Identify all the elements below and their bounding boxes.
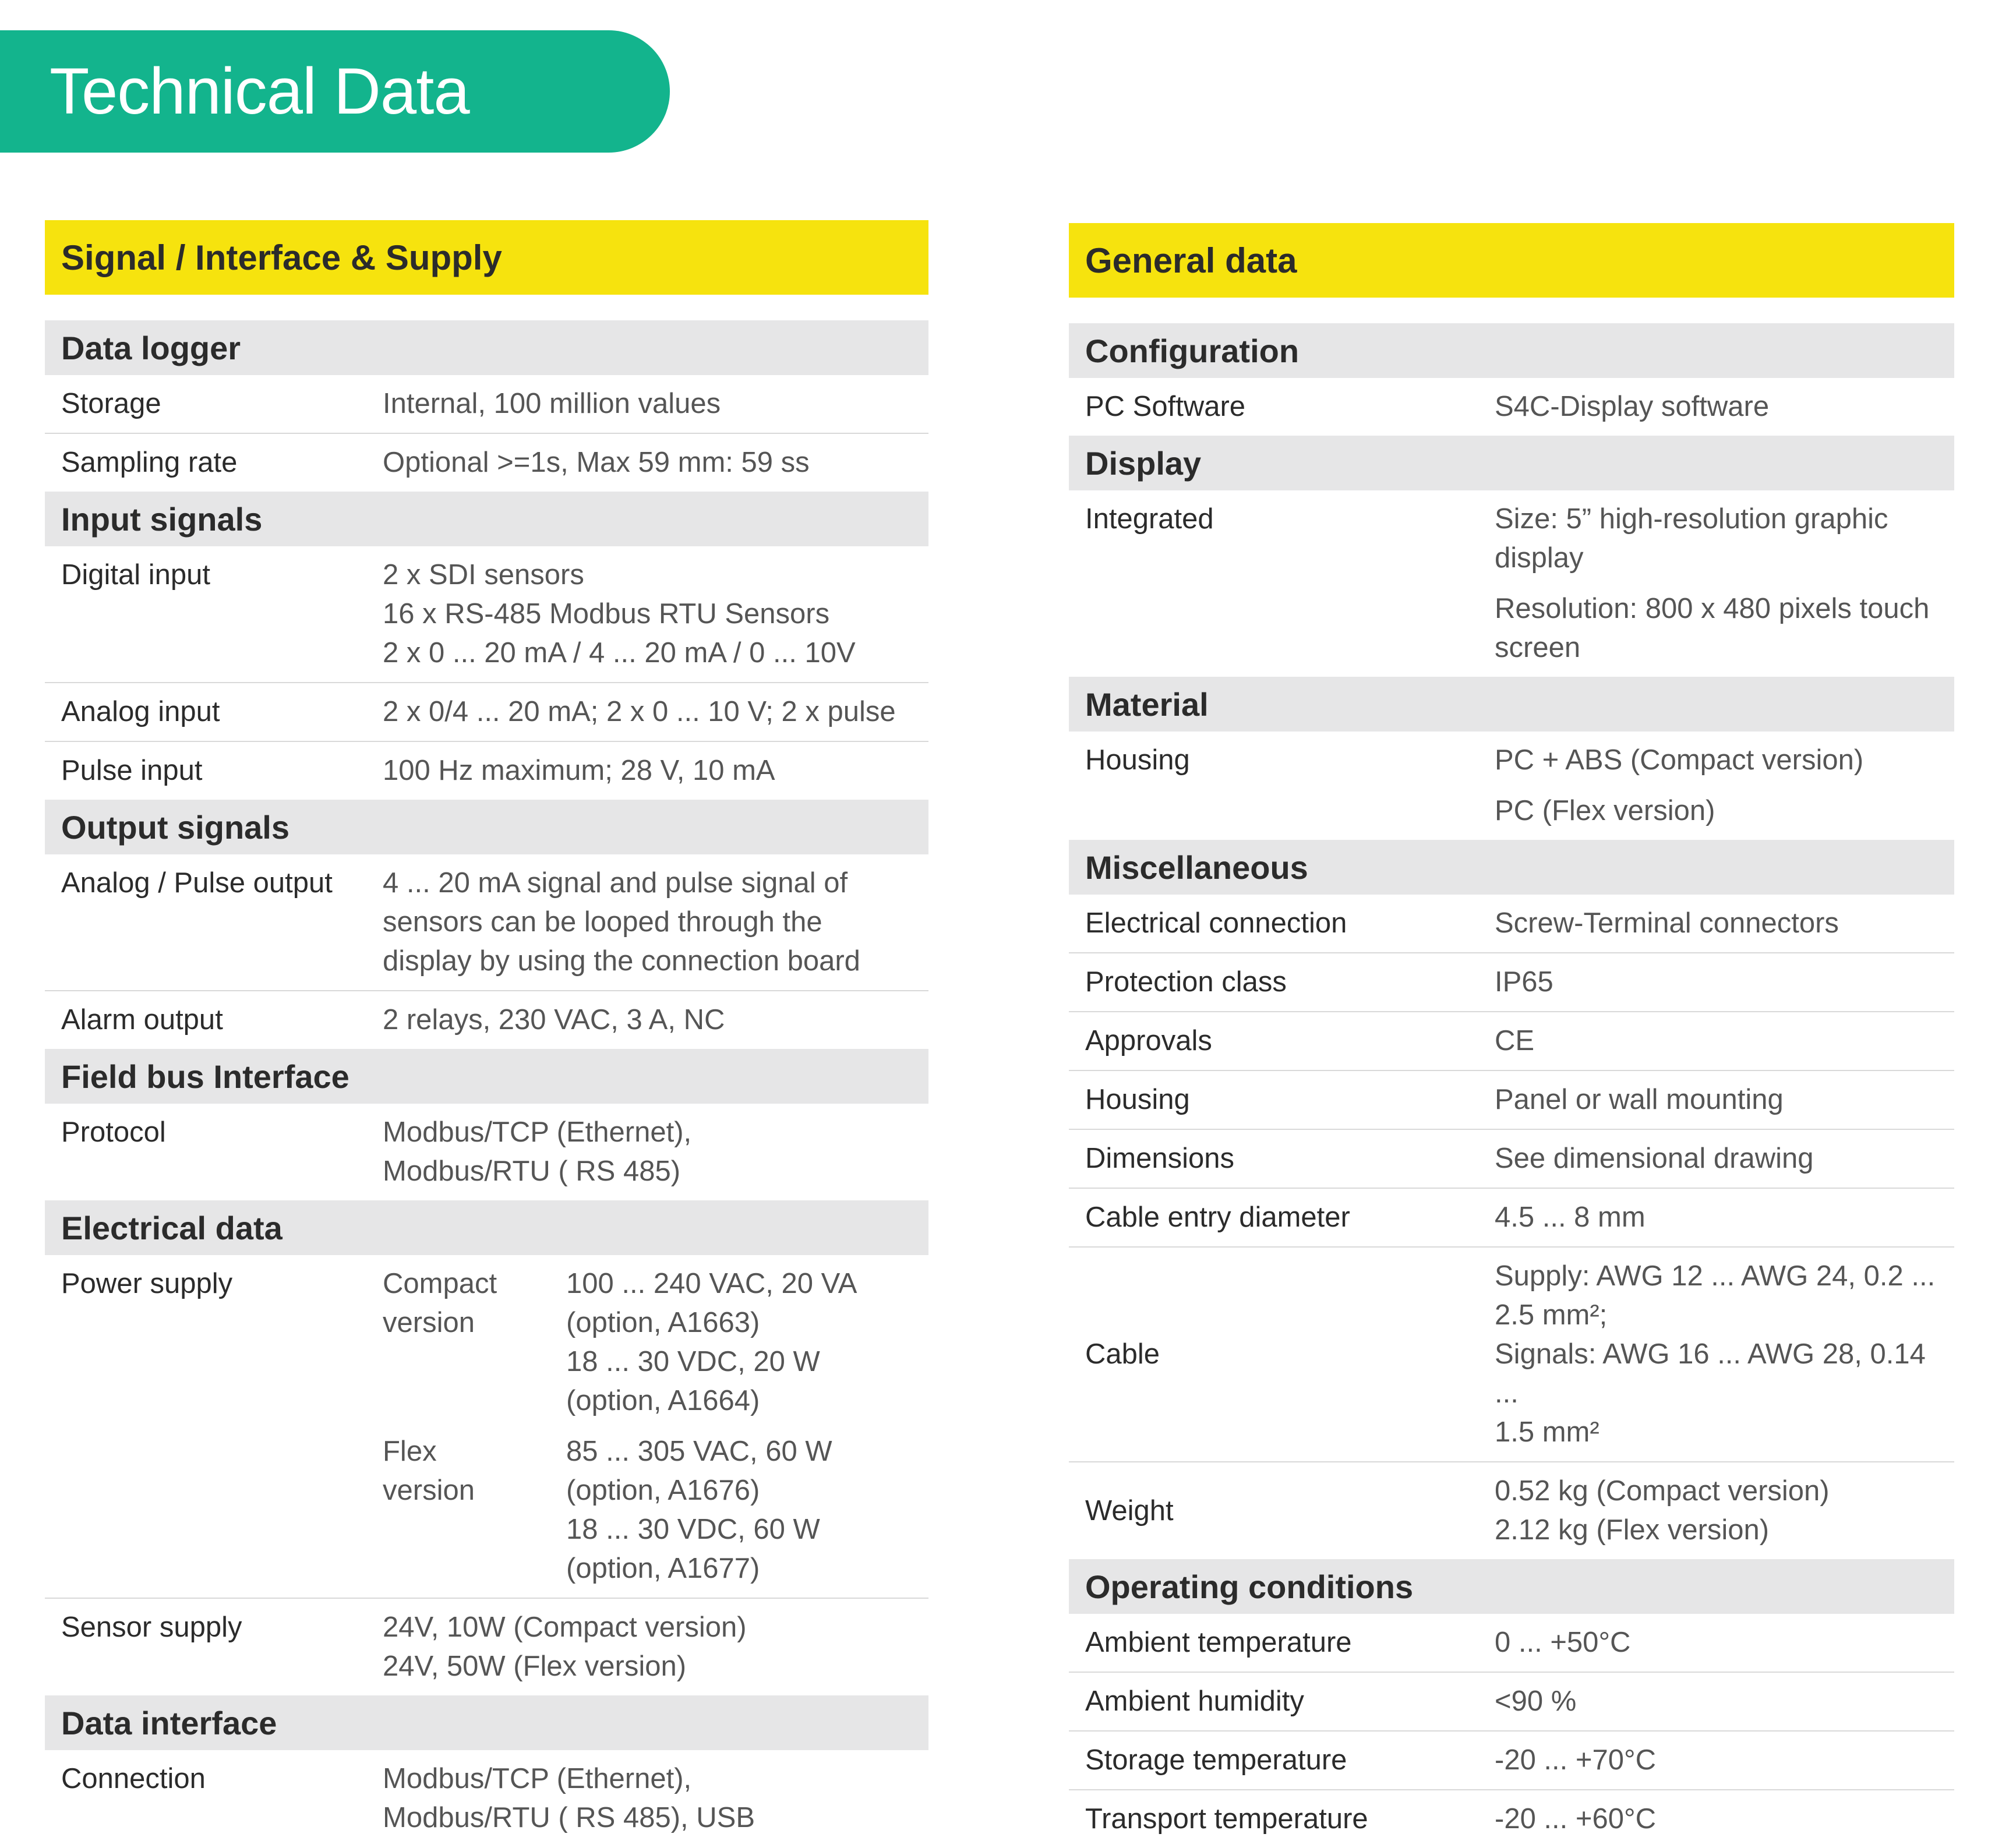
row-value <box>1495 1257 1954 1452</box>
row-integrated <box>1069 490 1954 677</box>
variant-label-compact <box>383 1264 566 1421</box>
row-value: 2 relays, 230 VAC, 3 A, NC <box>383 1004 725 1036</box>
row-digital-input <box>45 546 928 683</box>
row-value <box>383 1264 928 1588</box>
group-data-logger: Data logger <box>45 320 928 375</box>
row-storage <box>45 375 928 434</box>
row-label: Protocol <box>61 1116 166 1148</box>
section-title: Signal / Interface & Supply <box>45 220 928 295</box>
row-label: Dimensions <box>1085 1143 1234 1174</box>
row-sensor-supply <box>45 1599 928 1695</box>
row-approvals <box>1069 1012 1954 1071</box>
value-line: display <box>1495 542 1584 574</box>
row-label: Integrated <box>1085 503 1214 535</box>
value-line: 2 x 0 ... 20 mA / 4 ... 20 mA / 0 ... 10V <box>383 637 856 669</box>
row-value: <90 % <box>1495 1686 1577 1717</box>
value-line: 2 x SDI sensors <box>383 559 584 591</box>
variant-label-line: Flex <box>383 1436 437 1467</box>
variant-label-line: Compact <box>383 1268 497 1299</box>
group-operating-conditions: Operating conditions <box>1069 1559 1954 1614</box>
row-value: Screw-Terminal connectors <box>1495 907 1839 939</box>
group-miscellaneous: Miscellaneous <box>1069 840 1954 895</box>
value-line: Signals: AWG 16 ... AWG 28, 0.14 ... <box>1495 1338 1926 1409</box>
page-title: Technical Data <box>50 55 469 128</box>
row-analog-input <box>45 683 928 742</box>
value-line: Modbus/RTU ( RS 485) <box>383 1156 681 1187</box>
row-value <box>383 556 928 673</box>
value-line: 85 ... 305 VAC, 60 W <box>566 1436 832 1467</box>
row-label: Storage <box>61 388 161 419</box>
row-electrical-connection <box>1069 895 1954 953</box>
row-ambient-humidity <box>1069 1673 1954 1732</box>
row-value: 100 Hz maximum; 28 V, 10 mA <box>383 755 775 786</box>
value-line: 24V, 50W (Flex version) <box>383 1651 687 1682</box>
power-supply-variants <box>383 1264 928 1588</box>
value-line: Resolution: 800 x 480 pixels touch <box>1495 593 1930 624</box>
row-label: Storage temperature <box>1085 1744 1347 1776</box>
row-label: Cable entry diameter <box>1085 1202 1350 1233</box>
variant-label-line: version <box>383 1307 475 1338</box>
row-value: See dimensional drawing <box>1495 1143 1814 1174</box>
row-label: Ambient humidity <box>1085 1686 1304 1717</box>
row-value <box>1495 1472 1954 1550</box>
row-value <box>1495 741 1954 831</box>
row-connection <box>45 1750 928 1847</box>
group-output-signals: Output signals <box>45 800 928 854</box>
group-configuration: Configuration <box>1069 323 1954 378</box>
row-value: CE <box>1495 1025 1535 1056</box>
group-display: Display <box>1069 436 1954 490</box>
row-label: PC Software <box>1085 391 1246 422</box>
row-label: Pulse input <box>61 755 203 786</box>
row-analog-pulse-output <box>45 854 928 991</box>
row-power-supply <box>45 1255 928 1599</box>
value-line: 18 ... 30 VDC, 20 W <box>566 1346 820 1377</box>
value-line: 100 ... 240 VAC, 20 VA <box>566 1268 857 1299</box>
row-label: Power supply <box>61 1268 233 1299</box>
group-material: Material <box>1069 677 1954 732</box>
row-cable-entry-diameter <box>1069 1189 1954 1248</box>
row-label: Analog input <box>61 696 220 727</box>
row-label: Approvals <box>1085 1025 1212 1056</box>
row-label: Analog / Pulse output <box>61 867 333 899</box>
row-value <box>383 1113 928 1191</box>
value-line: (option, A1664) <box>566 1385 760 1416</box>
row-protection-class <box>1069 953 1954 1012</box>
row-label: Digital input <box>61 559 211 591</box>
row-material-housing <box>1069 732 1954 840</box>
row-label: Alarm output <box>61 1004 223 1036</box>
row-value: S4C-Display software <box>1495 391 1770 422</box>
value-line: (option, A1677) <box>566 1553 760 1584</box>
section-title: General data <box>1069 223 1954 298</box>
row-ambient-temperature <box>1069 1614 1954 1673</box>
row-label: Sampling rate <box>61 447 238 478</box>
row-weight <box>1069 1462 1954 1559</box>
row-dimensions <box>1069 1130 1954 1189</box>
row-value: -20 ... +70°C <box>1495 1744 1656 1776</box>
value-line: Size: 5” high-resolution graphic <box>1495 503 1888 535</box>
variant-value-compact <box>566 1264 928 1421</box>
value-line: 4 ... 20 mA signal and pulse signal of <box>383 867 848 899</box>
row-label: Protection class <box>1085 966 1287 998</box>
value-line: Supply: AWG 12 ... AWG 24, 0.2 ... <box>1495 1260 1936 1292</box>
value-paragraph <box>1495 589 1954 667</box>
value-line: display by using the connection board <box>383 945 860 977</box>
row-value <box>383 1608 928 1686</box>
variant-label-line: version <box>383 1475 475 1506</box>
value-line: 2.12 kg (Flex version) <box>1495 1514 1770 1546</box>
row-value: IP65 <box>1495 966 1553 998</box>
variant-value-flex <box>566 1432 928 1588</box>
group-electrical-data: Electrical data <box>45 1200 928 1255</box>
value-line: Modbus/TCP (Ethernet), <box>383 1763 692 1794</box>
row-label: Housing <box>1085 1084 1190 1115</box>
row-label: Electrical connection <box>1085 907 1347 939</box>
row-value: Optional >=1s, Max 59 mm: 59 ss <box>383 447 810 478</box>
row-label: Connection <box>61 1763 206 1794</box>
value-line: 0.52 kg (Compact version) <box>1495 1475 1830 1507</box>
signal-interface-supply-table <box>45 220 928 1847</box>
value-line: Modbus/RTU ( RS 485), USB <box>383 1802 755 1833</box>
row-label: Sensor supply <box>61 1612 242 1643</box>
value-line: sensors can be looped through the <box>383 906 822 938</box>
row-cable <box>1069 1248 1954 1462</box>
value-paragraph: PC + ABS (Compact version) <box>1495 744 1864 776</box>
row-housing-mounting <box>1069 1071 1954 1130</box>
row-value: 0 ... +50°C <box>1495 1627 1631 1658</box>
value-line: (option, A1676) <box>566 1475 760 1506</box>
row-sampling-rate <box>45 434 928 492</box>
row-value: 2 x 0/4 ... 20 mA; 2 x 0 ... 10 V; 2 x pulse <box>383 696 896 727</box>
value-line: 1.5 mm² <box>1495 1416 1599 1448</box>
group-field-bus-interface: Field bus Interface <box>45 1049 928 1104</box>
row-value <box>383 864 928 981</box>
row-label: Cable <box>1085 1338 1160 1370</box>
row-value: 4.5 ... 8 mm <box>1495 1202 1646 1233</box>
value-line: 16 x RS-485 Modbus RTU Sensors <box>383 598 830 630</box>
value-line: 2.5 mm²; <box>1495 1299 1608 1331</box>
row-label: Transport temperature <box>1085 1803 1368 1835</box>
value-line: 24V, 10W (Compact version) <box>383 1612 747 1643</box>
row-transport-temperature <box>1069 1790 1954 1848</box>
row-label: Weight <box>1085 1494 1174 1527</box>
row-pulse-input <box>45 742 928 800</box>
value-line: (option, A1663) <box>566 1307 760 1338</box>
value-line: Modbus/TCP (Ethernet), <box>383 1116 692 1148</box>
row-value: Panel or wall mounting <box>1495 1084 1784 1115</box>
group-data-interface: Data interface <box>45 1695 928 1750</box>
row-value <box>1495 500 1954 667</box>
value-line: 18 ... 30 VDC, 60 W <box>566 1514 820 1545</box>
row-value <box>383 1759 928 1838</box>
row-value: Internal, 100 million values <box>383 388 721 419</box>
row-protocol <box>45 1104 928 1200</box>
row-storage-temperature <box>1069 1732 1954 1790</box>
row-alarm-output <box>45 991 928 1049</box>
value-paragraph <box>1495 500 1954 578</box>
group-input-signals: Input signals <box>45 492 928 546</box>
row-label: Ambient temperature <box>1085 1627 1352 1658</box>
row-pc-software <box>1069 378 1954 436</box>
variant-label-flex <box>383 1432 566 1588</box>
general-data-table <box>1069 223 1954 1848</box>
row-value: -20 ... +60°C <box>1495 1803 1656 1835</box>
title-banner <box>0 30 670 153</box>
value-paragraph: PC (Flex version) <box>1495 795 1715 826</box>
value-line: screen <box>1495 632 1581 663</box>
row-label: Housing <box>1085 744 1190 776</box>
